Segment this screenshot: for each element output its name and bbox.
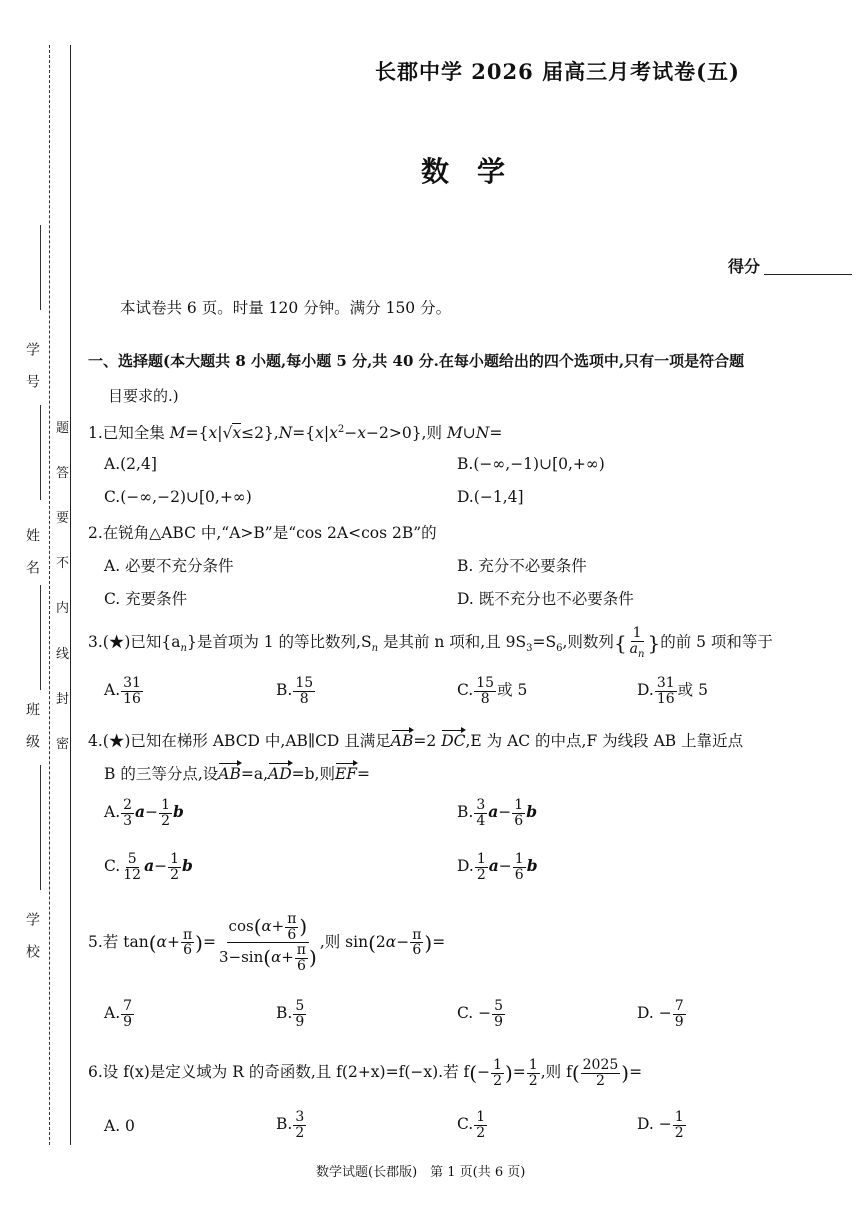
q5-option-b[interactable]: B. $\frac{5}{9}$: [276, 998, 305, 1030]
question-text: 已知在梯形 ABCD 中,AB∥CD 且满足: [130, 732, 391, 750]
q6-option-c[interactable]: C. $\frac{1}{2}$: [457, 1109, 486, 1141]
question-text: 设 f(x)是定义域为 R 的奇函数,且 f(2+x)=f(−x).若 f: [102, 1063, 470, 1082]
question-text: ,E 为 AC 的中点,F 为线段 AB 上靠近点: [465, 732, 744, 750]
section-heading-line1: 一、选择题(本大题共 8 小题,每小题 5 分,共 40 分.在每小题给出的四个选项中,只有一项是符合题: [88, 352, 745, 370]
question-text: =: [629, 1063, 643, 1082]
question-text: }是首项为 1 的等比数列,S: [186, 632, 372, 651]
q2-option-a[interactable]: A. 必要不充分条件: [104, 557, 234, 575]
question-text: =a,: [240, 765, 268, 783]
question-text: 若 tan: [102, 932, 149, 951]
name-label: 姓 名: [24, 528, 40, 576]
q4-option-c[interactable]: C. $\frac{5}{12}$ a− $\frac{1}{2}$ b: [104, 851, 193, 883]
q3-option-a[interactable]: A. $\frac{31}{16}$: [104, 675, 141, 707]
q1-option-d[interactable]: D.(−1,4]: [457, 488, 524, 506]
section-heading-line2: 目要求的.): [108, 387, 179, 405]
question-text: B 的三等分点,设: [104, 765, 219, 783]
q6-option-d[interactable]: D. − $\frac{1}{2}$: [637, 1109, 684, 1141]
question-6: 6.设 f(x)是定义域为 R 的奇函数,且 f(2+x)=f(−x).若 f(− $\frac{1}{2}$ )= $\frac{1}{2}$ ,则 f( $\frac{2025}{2}$ )=: [88, 1057, 643, 1089]
q5-option-d[interactable]: D. − $\frac{7}{9}$: [637, 998, 684, 1030]
question-number: 5.: [88, 932, 103, 951]
question-text: =b,则: [291, 765, 335, 783]
q3-option-b[interactable]: B. $\frac{15}{8}$: [276, 675, 314, 707]
fraction: $\frac{1}{a_n}$: [629, 625, 645, 660]
q1-option-a[interactable]: A.(2,4]: [104, 455, 157, 473]
seal-dashed-line: [49, 45, 50, 1145]
question-text: 在锐角△ABC 中,“A>B”是“cos 2A<cos 2B”的: [102, 524, 437, 542]
question-number: 2.: [88, 524, 103, 542]
q6-option-a[interactable]: A. 0: [104, 1117, 135, 1135]
seal-char: 要: [56, 511, 70, 526]
subject-title: 数 学: [421, 155, 506, 188]
section-heading: [88, 350, 744, 371]
q6-option-b[interactable]: B. $\frac{3}{2}$: [276, 1109, 305, 1141]
q3-option-d[interactable]: D. $\frac{31}{16}$ 或 5: [637, 675, 708, 707]
seal-char: 内: [56, 601, 70, 616]
question-text: =: [357, 765, 371, 783]
school-underline: [40, 765, 41, 890]
q4-option-d[interactable]: D. $\frac{1}{2}$ a− $\frac{1}{6}$ b: [457, 851, 538, 883]
question-4-line2: [104, 762, 370, 784]
question-text: =S: [532, 632, 557, 651]
question-5: 5.若 tan(α+ $\frac{\pi}{6}$ )= cos(α+ $\frac{\pi}{6}$ ) 3−sin(α+ $\frac{\pi}{6}$ ) ,则 sin(2α− $\frac{\pi}{6}$ )=: [88, 911, 446, 975]
question-text: =: [512, 1063, 526, 1082]
q2-option-d[interactable]: D. 既不充分也不必要条件: [457, 590, 634, 608]
vector-ad: AD: [268, 765, 292, 783]
q4-option-a[interactable]: A. $\frac{2}{3}$ a− $\frac{1}{2}$ b: [104, 797, 184, 829]
student-id-label: 学 号: [24, 342, 40, 390]
seal-char: 题: [56, 421, 70, 436]
q2-option-b[interactable]: B. 充分不必要条件: [457, 557, 587, 575]
question-number: 1.: [88, 424, 103, 442]
vector-dc: DC: [441, 732, 466, 750]
question-text: 的前 5 项和等于: [660, 632, 773, 651]
score-blank: [764, 274, 852, 275]
intro-text: 本试卷共 6 页。时量 120 分钟。满分 150 分。: [120, 299, 452, 317]
q3-option-c[interactable]: C. $\frac{15}{8}$ 或 5: [457, 675, 528, 707]
student-id-underline: [40, 225, 41, 310]
question-number: 3.(★): [88, 632, 131, 651]
question-number: 6.: [88, 1063, 103, 1082]
q5-big-fraction: cos(α+ $\frac{\pi}{6}$ ) 3−sin(α+ $\frac{\pi}{6}$ ): [218, 911, 317, 975]
margin-rule: [70, 45, 71, 1145]
class-label: 班 级: [24, 702, 40, 750]
q5-option-c[interactable]: C. − $\frac{5}{9}$: [457, 998, 504, 1030]
seal-char: 线: [56, 647, 70, 662]
q1-option-c[interactable]: C.(−∞,−2)∪[0,+∞): [104, 488, 252, 506]
seal-char: 答: [56, 466, 70, 481]
exam-title: 长郡中学 2026 届高三月考试卷(五): [375, 59, 740, 84]
score-label: 得分: [728, 257, 761, 276]
page-footer: 数学试题(长郡版) 第 1 页(共 6 页): [316, 1165, 526, 1180]
q4-option-b[interactable]: B. $\frac{3}{4}$ a− $\frac{1}{6}$ b: [457, 797, 538, 829]
seal-char: 封: [56, 692, 70, 707]
question-text: 已知全集: [102, 424, 170, 442]
q1-math: $M=\{x|√x\le 2\},N=\{x|x^2-x-2>0\}$,则 M∪N=: [169, 423, 503, 442]
question-text: ,则 f: [540, 1063, 572, 1082]
question-4: [88, 729, 743, 751]
question-text: =2: [413, 732, 437, 750]
q1-option-b[interactable]: B.(−∞,−1)∪[0,+∞): [457, 455, 605, 473]
name-underline: [40, 405, 41, 500]
question-text: 是其前 n 项和,且 9S: [378, 632, 527, 651]
question-text: ,则数列: [562, 632, 614, 651]
question-text: ,则 sin: [319, 932, 369, 951]
question-3: 3.(★)已知$\{a_n\}$是首项为 1 的等比数列$,S_n$ 是其前 n 项和,且 $9S_3=S_6$,则数列{ $\frac{1}{a_n}$ }的前 5 项和等于: [88, 625, 773, 660]
class-underline: [40, 585, 41, 690]
vector-ef: EF: [334, 765, 358, 783]
q2-option-c[interactable]: C. 充要条件: [104, 590, 188, 608]
seal-char: 不: [56, 556, 70, 571]
seal-char: 密: [56, 737, 70, 752]
question-2: [88, 521, 437, 543]
q5-option-a[interactable]: A. $\frac{7}{9}$: [104, 998, 133, 1030]
vector-ab: AB: [218, 765, 241, 783]
school-label: 学 校: [24, 912, 40, 960]
question-text: 已知{a: [130, 632, 181, 651]
question-1: [88, 421, 502, 443]
vector-ab: AB: [390, 732, 414, 750]
question-number: 4.(★): [88, 732, 131, 750]
